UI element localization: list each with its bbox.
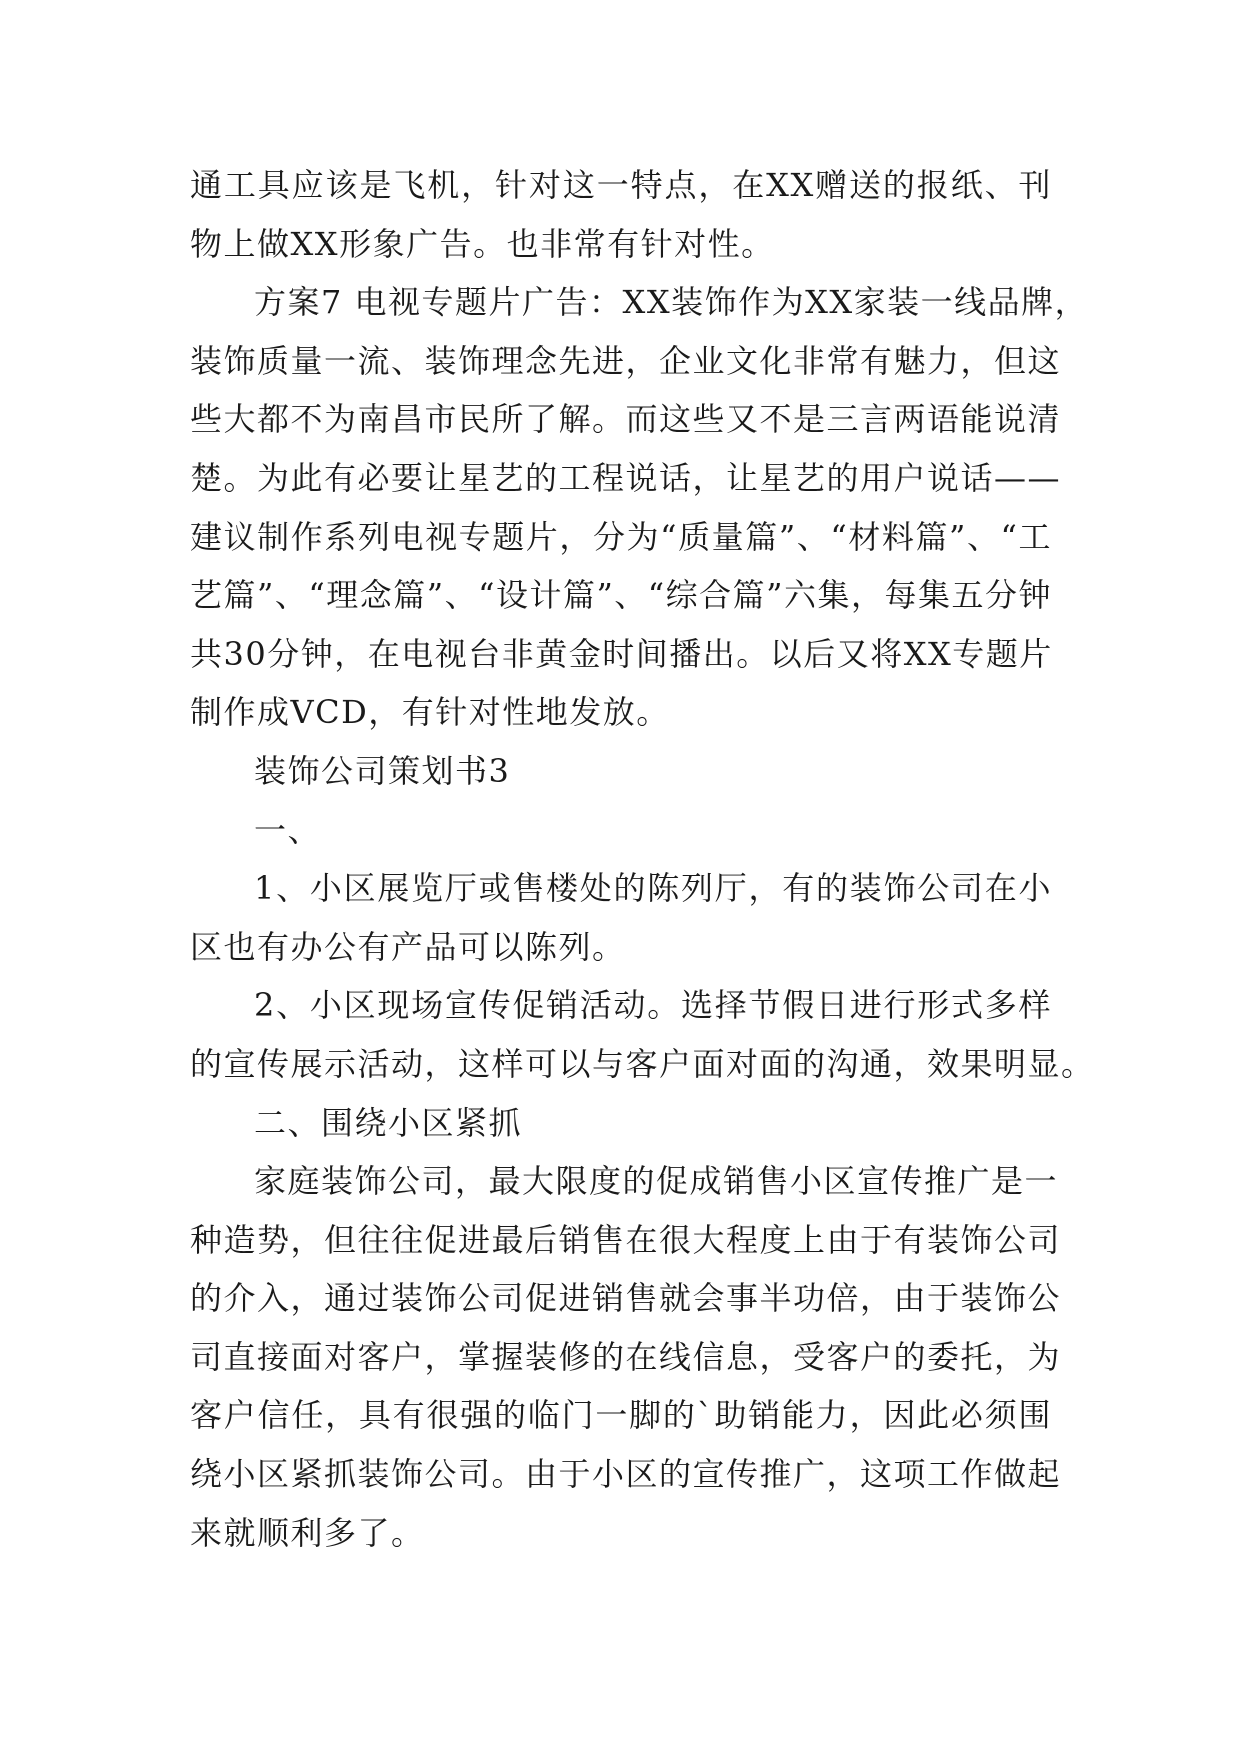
text-line: 共30分钟，在电视台非黄金时间播出。以后又将XX专题片: [190, 634, 1053, 673]
text-line: 通工具应该是飞机，针对这一特点，在XX赠送的报纸、刊: [190, 166, 1052, 204]
text-line: 装饰公司策划书3: [254, 751, 511, 790]
document-body: [190, 156, 1095, 1562]
text-line: 艺篇”、“理念篇”、“设计篇”、“综合篇”六集，每集五分钟: [190, 576, 1053, 615]
text-line: 家庭装饰公司，最大限度的促成销售小区宣传推广是一: [254, 1162, 1059, 1201]
text-line: 2、小区现场宣传促销活动。选择节假日进行形式多样: [254, 986, 1052, 1025]
text-line: 种造势，但往往促进最后销售在很大程度上由于有装饰公司: [190, 1220, 1062, 1259]
text-line: 些大都不为南昌市民所了解。而这些又不是三言两语能说清: [190, 400, 1062, 439]
text-line: 装饰质量一流、装饰理念先进，企业文化非常有魅力，但这: [190, 341, 1062, 380]
text-line: 楚。为此有必要让星艺的工程说话，让星艺的用户说话——: [190, 458, 1062, 497]
text-line: 二、围绕小区紧抓: [254, 1103, 523, 1142]
text-line: 的介入，通过装饰公司促进销售就会事半功倍，由于装饰公: [190, 1279, 1062, 1318]
text-line: 方案7 电视专题片广告：XX装饰作为XX家装一线品牌，: [254, 283, 1089, 322]
text-line: 物上做XX形象广告。也非常有针对性。: [190, 224, 775, 263]
text-line: 绕小区紧抓装饰公司。由于小区的宣传推广，这项工作做起: [190, 1455, 1062, 1494]
text-line: 一、: [254, 810, 322, 849]
text-line: 客户信任，具有很强的临门一脚的`助销能力，因此必须围: [190, 1396, 1052, 1435]
text-line: 区也有办公有产品可以陈列。: [190, 927, 626, 966]
text-line: 1、小区展览厅或售楼处的陈列厅，有的装饰公司在小: [254, 869, 1052, 908]
text-line: 来就顺利多了。: [190, 1513, 425, 1552]
text-line: 司直接面对客户，掌握装修的在线信息，受客户的委托，为: [190, 1337, 1062, 1376]
text-line: 制作成VCD，有针对性地发放。: [190, 693, 670, 732]
text-line: 的宣传展示活动，这样可以与客户面对面的沟通，效果明显。: [190, 1044, 1095, 1083]
text-line: 建议制作系列电视专题片，分为“质量篇”、“材料篇”、“工: [190, 517, 1052, 556]
